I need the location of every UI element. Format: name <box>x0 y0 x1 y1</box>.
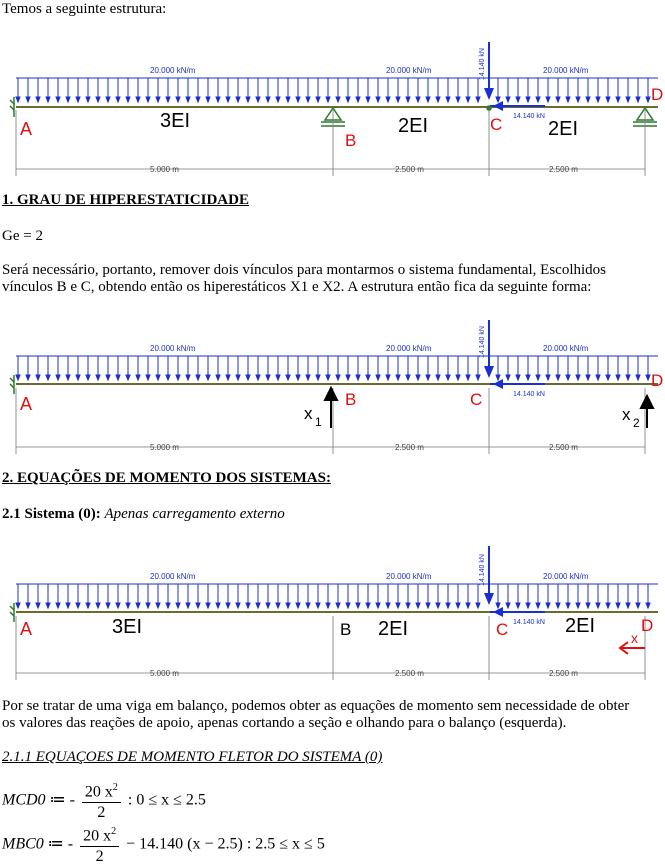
load-arrow-head <box>516 97 520 102</box>
load-arrow-head <box>296 97 300 102</box>
load-arrow-head <box>616 375 620 380</box>
load-arrow-head <box>186 603 190 608</box>
load-arrow-head <box>326 97 330 102</box>
load-label-2: 20.000 kN/m <box>386 572 432 581</box>
load-arrow-head <box>476 97 480 102</box>
load-arrow-head <box>576 97 580 102</box>
load-arrow-head <box>196 375 200 380</box>
load-arrow-head <box>606 97 610 102</box>
x1-label: x <box>304 404 313 423</box>
node-b-label: B <box>345 390 357 409</box>
distributed-load-arrows <box>16 356 650 380</box>
load-arrow-head <box>546 97 550 102</box>
load-arrow-head <box>376 603 380 608</box>
point-load-label-h: 14.140 kN <box>513 113 545 120</box>
load-arrow-head <box>86 375 90 380</box>
load-arrow-head <box>66 375 70 380</box>
load-arrow-head <box>336 603 340 608</box>
load-arrow-head <box>46 603 50 608</box>
eq2-numerator <box>80 822 119 847</box>
load-arrow-head <box>246 375 250 380</box>
node-d-label: D <box>651 371 664 390</box>
load-arrow-head <box>206 603 210 608</box>
eq2-rest: − 14.140 (x − 2.5) : 2.5 ≤ x ≤ 5 <box>126 835 325 853</box>
point-load-label-v: 14.140 kN <box>479 48 486 80</box>
load-arrow-head <box>536 603 540 608</box>
load-arrow-head <box>466 375 470 380</box>
load-arrow-head <box>396 603 400 608</box>
span-label-1: 5.000 m <box>150 165 179 174</box>
load-arrow-head <box>366 97 370 102</box>
load-arrow-head <box>616 603 620 608</box>
span-label-2: 2.500 m <box>395 443 424 452</box>
point-load-horizontal <box>490 379 545 398</box>
load-arrow-head <box>306 603 310 608</box>
load-arrow-head <box>426 375 430 380</box>
load-arrow-head <box>436 375 440 380</box>
load-arrow-head <box>326 603 330 608</box>
x2-reaction-arrow <box>641 396 653 428</box>
x2-label: x <box>622 405 631 424</box>
load-arrow-head <box>56 603 60 608</box>
load-arrow-head <box>46 375 50 380</box>
load-arrow-head <box>316 603 320 608</box>
ei-label-2: 2EI <box>378 618 409 640</box>
load-arrow-head <box>126 375 130 380</box>
load-arrow-head <box>626 375 630 380</box>
node-b-label: B <box>345 131 357 150</box>
load-label-3: 20.000 kN/m <box>543 572 589 581</box>
load-arrow-head <box>356 97 360 102</box>
load-arrow-head <box>536 97 540 102</box>
load-label-2: 20.000 kN/m <box>386 344 432 353</box>
load-arrow-head <box>426 97 430 102</box>
load-arrow-head <box>76 603 80 608</box>
eq1-exponent: 2 <box>112 782 118 793</box>
ei-label-3: 2EI <box>565 615 596 637</box>
load-arrow-head <box>96 97 100 102</box>
load-arrow-head <box>476 603 480 608</box>
load-arrow-head <box>196 97 200 102</box>
load-arrow-head <box>546 375 550 380</box>
load-arrow-head <box>566 375 570 380</box>
eq2-exponent: 2 <box>111 826 117 837</box>
eq2-name: MBC0 <box>2 835 44 853</box>
span-label-3: 2.500 m <box>549 165 578 174</box>
load-arrow-head <box>536 375 540 380</box>
load-arrow-head <box>166 97 170 102</box>
point-load-label-v: 14.140 kN <box>479 326 486 358</box>
load-arrow-head <box>306 97 310 102</box>
node-a-label: A <box>20 119 33 139</box>
load-arrow-head <box>406 375 410 380</box>
load-arrow-head <box>626 97 630 102</box>
eq1-name: MCD0 <box>2 791 46 809</box>
eq1-denominator: 2 <box>97 804 106 822</box>
load-arrow-head <box>576 603 580 608</box>
load-arrow-head <box>446 97 450 102</box>
load-arrow-head <box>76 375 80 380</box>
load-arrow-head <box>586 375 590 380</box>
load-arrow-head <box>546 603 550 608</box>
load-arrow-head <box>576 375 580 380</box>
load-arrow-head <box>156 603 160 608</box>
section1-heading: 1. GRAU DE HIPERESTATICIDADE <box>2 192 249 208</box>
section2-1-bold: 2.1 Sistema (0): <box>2 506 101 522</box>
load-arrow-head <box>156 97 160 102</box>
load-arrow-head <box>386 603 390 608</box>
load-arrow-head <box>136 603 140 608</box>
load-arrow-head <box>126 603 130 608</box>
load-label-1: 20.000 kN/m <box>150 66 196 75</box>
load-arrow-head <box>346 375 350 380</box>
load-arrow-head <box>126 97 130 102</box>
node-c-label: C <box>496 620 509 639</box>
load-arrow-head <box>256 603 260 608</box>
load-arrow-head <box>366 375 370 380</box>
load-arrow-head <box>596 375 600 380</box>
load-arrow-head <box>456 97 460 102</box>
load-label-1: 20.000 kN/m <box>150 344 196 353</box>
load-arrow-head <box>466 97 470 102</box>
span-label-1: 5.000 m <box>150 443 179 452</box>
intro-text: Temos a seguinte estrutura: <box>2 1 167 17</box>
point-load-vertical <box>479 546 494 605</box>
load-arrow-head <box>566 603 570 608</box>
load-arrow-head <box>376 375 380 380</box>
load-arrow-head <box>456 375 460 380</box>
load-arrow-head <box>296 375 300 380</box>
load-arrow-head <box>146 603 150 608</box>
load-arrow-head <box>166 375 170 380</box>
load-arrow-head <box>586 97 590 102</box>
load-arrow-head <box>26 97 30 102</box>
load-arrow-head <box>66 97 70 102</box>
load-arrow-head <box>186 375 190 380</box>
point-load-label-h: 14.140 kN <box>513 619 545 626</box>
load-arrow-head <box>16 603 20 608</box>
load-arrow-head <box>276 603 280 608</box>
load-arrow-head <box>166 603 170 608</box>
load-arrow-head <box>316 97 320 102</box>
node-c-label: C <box>470 390 483 409</box>
load-arrow-head <box>416 375 420 380</box>
load-arrow-head <box>496 97 500 102</box>
load-arrow-head <box>26 375 30 380</box>
section1-paragraph-line1: Será necessário, portanto, remover dois vínculos para montarmos o sistema fundamental, Escolhidos <box>2 262 607 278</box>
load-arrow-head <box>556 97 560 102</box>
eq2-fraction <box>80 822 119 867</box>
section2-paragraph-line2: os valores das reações de apoio, apenas cortando a seção e olhando para o balanço (esquerda). <box>2 715 567 731</box>
load-arrow-head <box>56 97 60 102</box>
load-arrow-head <box>356 375 360 380</box>
load-arrow-head <box>526 603 530 608</box>
load-arrow-head <box>466 603 470 608</box>
load-arrow-head <box>646 375 650 380</box>
equation-mcd0 <box>2 778 206 823</box>
load-arrow-head <box>646 97 650 102</box>
support-a <box>10 603 14 622</box>
load-label-3: 20.000 kN/m <box>543 344 589 353</box>
load-arrow-head <box>286 375 290 380</box>
load-arrow-head <box>636 603 640 608</box>
load-arrow-head <box>196 603 200 608</box>
load-arrow-head <box>566 97 570 102</box>
load-arrow-head <box>176 97 180 102</box>
load-arrow-head <box>396 375 400 380</box>
load-arrow-head <box>266 603 270 608</box>
eq1-numerator <box>82 778 121 803</box>
point-load-label-v: 14.140 kN <box>479 554 486 586</box>
load-arrow-head <box>236 97 240 102</box>
equation-mbc0 <box>2 822 325 867</box>
load-arrow-head <box>226 97 230 102</box>
eq1-fraction <box>82 778 121 823</box>
eq1-assign: ≔ - <box>49 791 75 809</box>
ei-label-2: 2EI <box>398 115 429 137</box>
load-arrow-head <box>96 603 100 608</box>
load-arrow-head <box>226 603 230 608</box>
load-arrow-head <box>406 97 410 102</box>
load-arrow-head <box>16 97 20 102</box>
load-arrow-head <box>106 603 110 608</box>
load-arrow-head <box>246 603 250 608</box>
load-arrow-head <box>26 603 30 608</box>
load-arrow-head <box>626 603 630 608</box>
load-arrow-head <box>346 603 350 608</box>
load-arrow-head <box>206 375 210 380</box>
load-arrow-head <box>436 603 440 608</box>
load-arrow-head <box>256 97 260 102</box>
load-arrow-head <box>526 375 530 380</box>
load-arrow-head <box>146 375 150 380</box>
load-arrow-head <box>236 375 240 380</box>
load-arrow-head <box>276 375 280 380</box>
load-arrow-head <box>286 603 290 608</box>
load-arrow-head <box>506 375 510 380</box>
load-arrow-head <box>256 375 260 380</box>
load-arrow-head <box>606 603 610 608</box>
load-arrow-head <box>206 97 210 102</box>
ei-label-1: 3EI <box>112 616 143 638</box>
load-arrow-head <box>116 97 120 102</box>
load-arrow-head <box>446 375 450 380</box>
load-arrow-head <box>366 603 370 608</box>
load-arrow-head <box>416 603 420 608</box>
load-arrow-head <box>496 603 500 608</box>
load-arrow-head <box>186 97 190 102</box>
load-arrow-head <box>226 375 230 380</box>
load-arrow-head <box>116 603 120 608</box>
load-arrow-head <box>416 97 420 102</box>
load-arrow-head <box>156 375 160 380</box>
load-arrow-head <box>236 603 240 608</box>
eq2-denominator: 2 <box>95 848 104 866</box>
load-arrow-head <box>96 375 100 380</box>
load-arrow-head <box>296 603 300 608</box>
load-arrow-head <box>216 375 220 380</box>
x2-subscript: 2 <box>633 416 640 430</box>
load-arrow-head <box>176 375 180 380</box>
load-arrow-head <box>136 375 140 380</box>
load-arrow-head <box>76 97 80 102</box>
load-arrow-head <box>606 375 610 380</box>
load-arrow-head <box>426 603 430 608</box>
load-arrow-head <box>496 375 500 380</box>
node-b-label: B <box>340 620 352 639</box>
load-arrow-head <box>276 97 280 102</box>
load-arrow-head <box>506 603 510 608</box>
node-a-label: A <box>20 394 33 414</box>
load-arrow-head <box>616 97 620 102</box>
load-arrow-head <box>336 97 340 102</box>
load-arrow-head <box>16 375 20 380</box>
load-label-1: 20.000 kN/m <box>150 572 196 581</box>
section2-1-title <box>2 505 285 523</box>
load-arrow-head <box>286 97 290 102</box>
node-a-label: A <box>20 619 33 639</box>
span-label-2: 2.500 m <box>395 165 424 174</box>
load-arrow-head <box>456 603 460 608</box>
distributed-load-arrows <box>16 584 650 608</box>
section2-paragraph-line1: Por se tratar de uma viga em balanço, podemos obter as equações de momento sem necessidade de obter <box>2 698 630 714</box>
ei-label-1: 3EI <box>160 110 191 132</box>
load-arrow-head <box>506 97 510 102</box>
load-arrow-head <box>106 97 110 102</box>
load-label-2: 20.000 kN/m <box>386 66 432 75</box>
x1-reaction-arrow <box>325 388 337 428</box>
load-arrow-head <box>446 603 450 608</box>
span-label-1: 5.000 m <box>150 669 179 678</box>
load-arrow-head <box>216 97 220 102</box>
section1-paragraph-line2: vínculos B e C, obtendo então os hiperestáticos X1 e X2. A estrutura então fica da seguinte forma: <box>2 279 592 295</box>
x1-subscript: 1 <box>315 415 322 429</box>
load-arrow-head <box>306 375 310 380</box>
span-label-3: 2.500 m <box>549 669 578 678</box>
ei-label-3: 2EI <box>548 118 579 140</box>
beam-figure-1 <box>0 40 665 180</box>
load-arrow-head <box>336 375 340 380</box>
load-arrow-head <box>516 375 520 380</box>
load-arrow-head <box>636 375 640 380</box>
load-arrow-head <box>56 375 60 380</box>
load-arrow-head <box>556 603 560 608</box>
load-arrow-head <box>646 603 650 608</box>
span-label-2: 2.500 m <box>395 669 424 678</box>
section2-heading: 2. EQUAÇÕES DE MOMENTO DOS SISTEMAS: <box>2 470 331 486</box>
load-arrow-head <box>36 603 40 608</box>
load-arrow-head <box>86 603 90 608</box>
eq1-num-text: 20 x <box>84 783 113 801</box>
section2-1-1-heading: 2.1.1 EQUAÇOES DE MOMENTO FLETOR DO SISTEMA (0) <box>2 749 383 765</box>
load-arrow-head <box>386 375 390 380</box>
load-arrow-head <box>556 375 560 380</box>
load-arrow-head <box>526 97 530 102</box>
load-arrow-head <box>386 97 390 102</box>
load-arrow-head <box>356 603 360 608</box>
load-arrow-head <box>476 375 480 380</box>
load-arrow-head <box>176 603 180 608</box>
load-arrow-head <box>436 97 440 102</box>
load-arrow-head <box>636 97 640 102</box>
eq1-domain: : 0 ≤ x ≤ 2.5 <box>127 791 206 809</box>
load-arrow-head <box>116 375 120 380</box>
load-arrow-head <box>586 603 590 608</box>
point-load-vertical <box>479 320 494 378</box>
load-arrow-head <box>346 97 350 102</box>
load-arrow-head <box>406 603 410 608</box>
load-arrow-head <box>266 375 270 380</box>
load-arrow-head <box>66 603 70 608</box>
load-arrow-head <box>36 375 40 380</box>
point-load-vertical <box>479 42 494 100</box>
support-a <box>10 97 14 117</box>
node-c-label: C <box>490 115 503 134</box>
eq2-num-text: 20 x <box>83 827 112 845</box>
distributed-load-arrows <box>16 78 650 102</box>
beam-figure-2 <box>0 318 665 458</box>
load-arrow-head <box>36 97 40 102</box>
load-arrow-head <box>396 97 400 102</box>
span-label-3: 2.500 m <box>549 443 578 452</box>
point-load-label-h: 14.140 kN <box>513 391 545 398</box>
load-arrow-head <box>216 603 220 608</box>
support-c <box>487 106 491 110</box>
load-arrow-head <box>106 375 110 380</box>
load-arrow-head <box>326 375 330 380</box>
load-arrow-head <box>46 97 50 102</box>
load-arrow-head <box>316 375 320 380</box>
load-arrow-head <box>376 97 380 102</box>
load-arrow-head <box>596 603 600 608</box>
load-arrow-head <box>516 603 520 608</box>
beam-figure-3 <box>0 542 665 682</box>
load-arrow-head <box>246 97 250 102</box>
load-arrow-head <box>266 97 270 102</box>
x-label: x <box>631 630 638 646</box>
node-d-label: D <box>651 85 664 104</box>
node-d-label: D <box>641 616 654 635</box>
support-a <box>10 375 14 394</box>
section2-1-italic: Apenas carregamento externo <box>104 506 285 522</box>
load-arrow-head <box>146 97 150 102</box>
load-arrow-head <box>596 97 600 102</box>
eq2-assign: ≔ - <box>47 835 74 853</box>
load-arrow-head <box>136 97 140 102</box>
load-arrow-head <box>86 97 90 102</box>
load-label-3: 20.000 kN/m <box>543 66 589 75</box>
ge-value: Ge = 2 <box>2 228 43 244</box>
